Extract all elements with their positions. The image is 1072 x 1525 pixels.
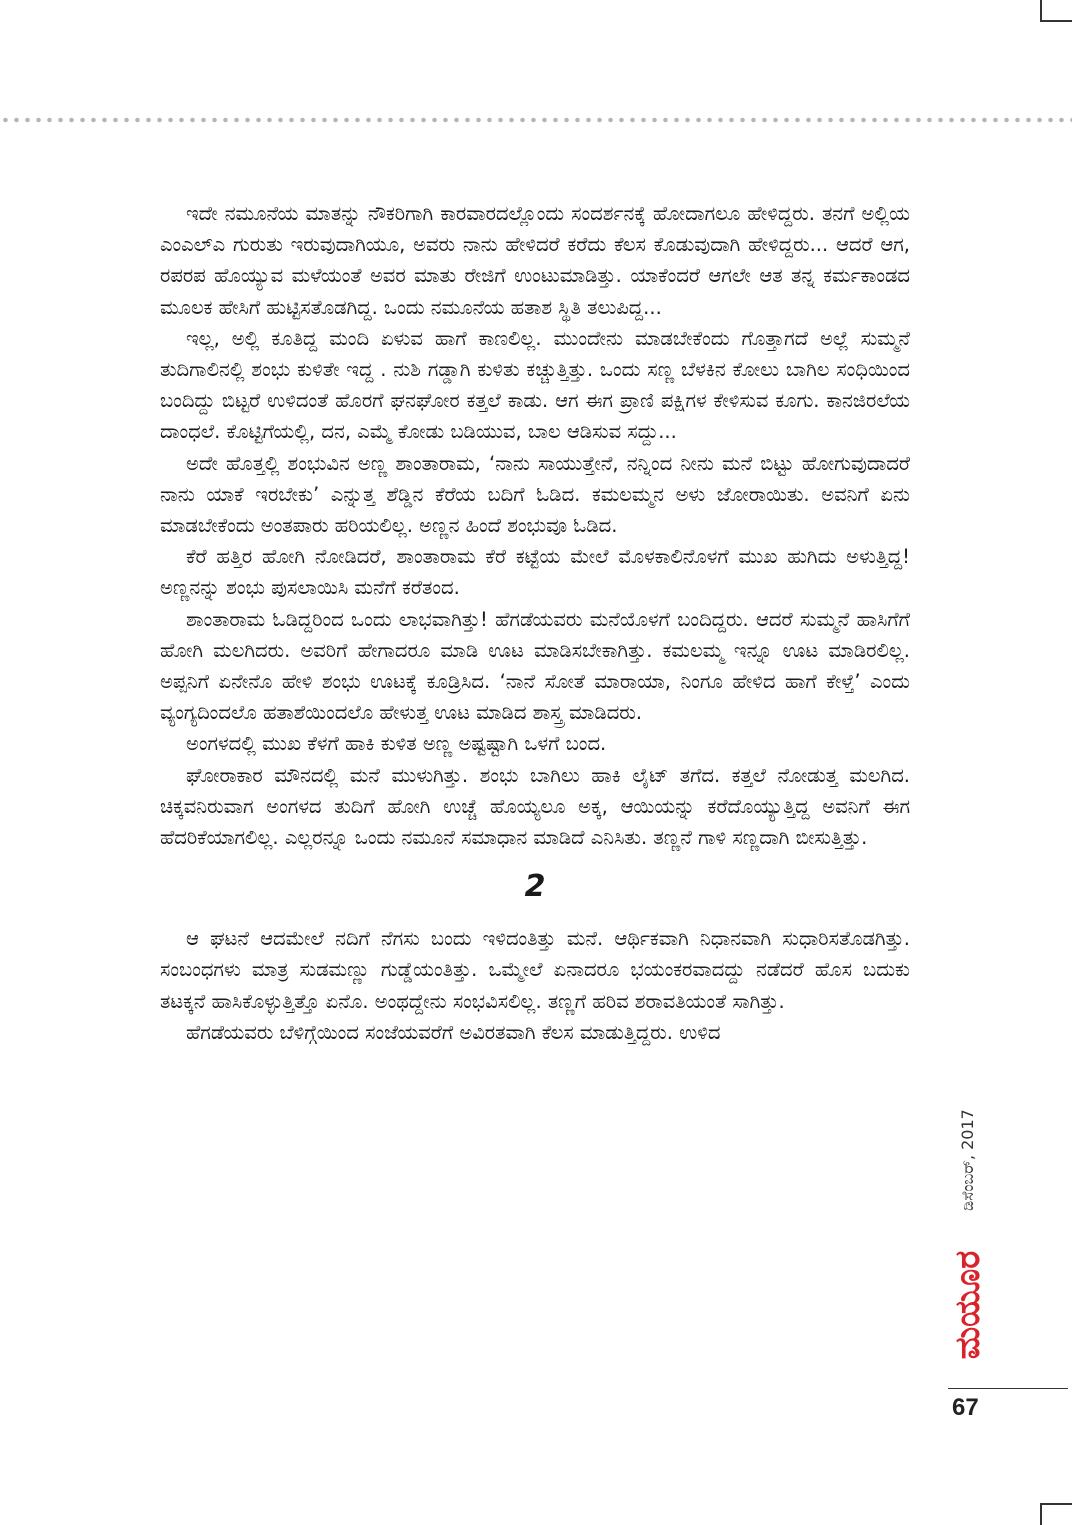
article-body xyxy=(160,198,910,1048)
page-number: 67 xyxy=(952,1394,979,1421)
paragraph: ಕೆರೆ ಹತ್ತಿರ ಹೋಗಿ ನೋಡಿದರೆ, ಶಾಂತಾರಾಮ ಕೆರೆ ಕಟ್ಟೆಯ ಮೇಲೆ ಮೊಳಕಾಲಿನೊಳಗೆ ಮುಖ ಹುಗಿದು ಅಳುತ್ತಿದ್ದ! ಅಣ್ಣನನ್ನು ಶಂಭು ಪುಸಲಾಯಿಸಿ ಮನೆಗೆ ಕರೆತಂದ. xyxy=(160,545,910,600)
crop-mark-bottom xyxy=(1040,1503,1042,1525)
issue-date: ಡಿಸೆಂಬರ್, 2017 xyxy=(958,1109,977,1211)
paragraph: ಆ ಘಟನೆ ಆದಮೇಲೆ ನದಿಗೆ ನೆಗಸು ಬಂದು ಇಳಿದಂತಿತ್ತು ಮನೆ. ಆರ್ಥಿಕವಾಗಿ ನಿಧಾನವಾಗಿ ಸುಧಾರಿಸತೊಡಗಿತ್ತು. ಸಂಬಂಧಗಳು ಮಾತ್ರ ಸುಡಮಣ್ಣು ಗುಡ್ಡೆಯಂತಿತ್ತು. ಒಮ್ಮೇಲೆ ಏನಾದರೂ ಭಯಂಕರವಾದದ್ದು ನಡೆದರೆ ಹೊಸ ಬದುಕು ತಟಕ್ಕನೆ ಹಾಸಿಕೊಳ್ಳುತ್ತಿತ್ತೊ ಏನೊ. ಅಂಥದ್ದೇನು ಸಂಭವಿಸಲಿಲ್ಲ. ತಣ್ಣಗೆ ಹರಿವ ಶರಾವತಿಯಂತೆ ಸಾಗಿತ್ತು. xyxy=(160,927,910,1013)
magazine-logo: ಮಯೂರ xyxy=(948,1250,988,1360)
crop-mark-top xyxy=(1040,0,1042,22)
section-number: 2 xyxy=(524,869,546,905)
paragraph: ಹೆಗಡೆಯವರು ಬೆಳಿಗ್ಗೆಯಿಂದ ಸಂಜೆಯವರೆಗೆ ಅವಿರತವಾಗಿ ಕೆಲಸ ಮಾಡುತ್ತಿದ್ದರು. ಉಳಿದ xyxy=(186,1020,721,1044)
paragraph: ಘೋರಾಕಾರ ಮೌನದಲ್ಲಿ ಮನೆ ಮುಳುಗಿತ್ತು. ಶಂಭು ಬಾಗಿಲು ಹಾಕಿ ಲೈಟ್ ತಗೆದ. ಕತ್ತಲೆ ನೋಡುತ್ತ ಮಲಗಿದ. ಚಿಕ್ಕವನಿರುವಾಗ ಅಂಗಳದ ತುದಿಗೆ ಹೋಗಿ ಉಚ್ಚೆ ಹೊಯ್ಯಲೂ ಅಕ್ಕ, ಆಯಿಯನ್ನು ಕರೆದೊಯ್ಯುತ್ತಿದ್ದ ಅವನಿಗೆ ಈಗ ಹೆದರಿಕೆಯಾಗಲಿಲ್ಲ. ಎಲ್ಲರನ್ನೂ ಒಂದು ನಮೂನೆ ಸಮಾಧಾನ ಮಾಡಿದೆ ಎನಿಸಿತು. ತಣ್ಣನೆ ಗಾಳಿ ಸಣ್ಣದಾಗಿ ಬೀಸುತ್ತಿತ್ತು. xyxy=(160,763,910,850)
dotted-separator xyxy=(0,116,1072,124)
paragraph: ಅದೇ ಹೊತ್ತಲ್ಲಿ ಶಂಭುವಿನ ಅಣ್ಣ ಶಾಂತಾರಾಮ, ‘ನಾನು ಸಾಯುತ್ತೇನೆ, ನನ್ನಿಂದ ನೀನು ಮನೆ ಬಿಟ್ಟು ಹೋಗುವುದಾದರೆ ನಾನು ಯಾಕೆ ಇರಬೇಕು’ ಎನ್ನುತ್ತ ಶೆಡ್ಡಿನ ಕೆರೆಯ ಬದಿಗೆ ಓಡಿದ. ಕಮಲಮ್ಮನ ಅಳು ಜೋರಾಯಿತು. ಅವನಿಗೆ ಏನು ಮಾಡಬೇಕೆಂದು ಅಂತಪಾರು ಹರಿಯಲಿಲ್ಲ. ಅಣ್ಣನ ಹಿಂದೆ ಶಂಭುವೂ ಓಡಿದ. xyxy=(160,451,910,538)
paragraph: ಅಂಗಳದಲ್ಲಿ ಮುಖ ಕೆಳಗೆ ಹಾಕಿ ಕುಳಿತ ಅಣ್ಣ ಅಷ್ಟಷ್ಟಾಗಿ ಒಳಗೆ ಬಂದ. xyxy=(186,732,607,756)
crop-mark-bottom-horizontal xyxy=(1040,1503,1072,1505)
crop-mark-top-horizontal xyxy=(1040,20,1072,22)
paragraph: ಶಾಂತಾರಾಮ ಓಡಿದ್ದರಿಂದ ಒಂದು ಲಾಭವಾಗಿತ್ತು! ಹೆಗಡೆಯವರು ಮನೆಯೊಳಗೆ ಬಂದಿದ್ದರು. ಆದರೆ ಸುಮ್ಮನೆ ಹಾಸಿಗೆಗೆ ಹೋಗಿ ಮಲಗಿದರು. ಅವರಿಗೆ ಹೇಗಾದರೂ ಮಾಡಿ ಊಟ ಮಾಡಿಸಬೇಕಾಗಿತ್ತು. ಕಮಲಮ್ಮ ಇನ್ನೂ ಊಟ ಮಾಡಿರಲಿಲ್ಲ. ಅಪ್ಪನಿಗೆ ಏನೇನೊ ಹೇಳಿ ಶಂಭು ಊಟಕ್ಕೆ ಕೂಡ್ರಿಸಿದ. ‘ನಾನೆ ಸೋತೆ ಮಾರಾಯಾ, ನಿಂಗೂ ಹೇಳಿದ ಹಾಗೆ ಕೇಳ್ತೆ’ ಎಂದು ವ್ಯಂಗ್ಯದಿಂದಲೊ ಹತಾಶೆಯಿಂದಲೊ ಹೇಳುತ್ತ ಊಟ ಮಾಡಿದ ಶಾಸ್ತ್ರ ಮಾಡಿದರು. xyxy=(160,607,910,725)
paragraph: ಇಲ್ಲ, ಅಲ್ಲಿ ಕೂತಿದ್ದ ಮಂದಿ ಏಳುವ ಹಾಗೆ ಕಾಣಲಿಲ್ಲ. ಮುಂದೇನು ಮಾಡಬೇಕೆಂದು ಗೊತ್ತಾಗದೆ ಅಲ್ಲೆ ಸುಮ್ಮನೆ ತುದಿಗಾಲಿನಲ್ಲಿ ಶಂಭು ಕುಳಿತೇ ಇದ್ದ . ನುಶಿ ಗಡ್ಡಾಗಿ ಕುಳಿತು ಕಚ್ಚುತ್ತಿತ್ತು. ಒಂದು ಸಣ್ಣ ಬೆಳಕಿನ ಕೋಲು ಬಾಗಿಲ ಸಂಧಿಯಿಂದ ಬಂದಿದ್ದು ಬಿಟ್ಟರೆ ಉಳಿದಂತೆ ಹೊರಗೆ ಘನಘೋರ ಕತ್ತಲೆ ಕಾಡು. ಆಗ ಈಗ ಪ್ರಾಣಿ ಪಕ್ಷಿಗಳ ಕೇಳಿಸುವ ಕೂಗು. ಕಾನಜಿರಲೆಯ ದಾಂಧಲೆ. ಕೊಟ್ಟಿಗೆಯಲ್ಲಿ, ದನ, ಎಮ್ಮೆ ಕೋಡು ಬಡಿಯುವ, ಬಾಲ ಆಡಿಸುವ ಸದ್ದು... xyxy=(160,326,910,444)
page-number-rule xyxy=(948,1388,1068,1389)
paragraph: ಇದೇ ನಮೂನೆಯ ಮಾತನ್ನು ನೌಕರಿಗಾಗಿ ಕಾರವಾರದಲ್ಲೊಂದು ಸಂದರ್ಶನಕ್ಕೆ ಹೋದಾಗಲೂ ಹೇಳಿದ್ದರು. ತನಗೆ ಅಲ್ಲಿಯ ಎಂಎಲ್ಎ ಗುರುತು ಇರುವುದಾಗಿಯೂ, ಅವರು ನಾನು ಹೇಳಿದರೆ ಕರೆದು ಕೆಲಸ ಕೊಡುವುದಾಗಿ ಹೇಳಿದ್ದರು... ಆದರೆ ಆಗ, ರಪರಪ ಹೊಯ್ಯುವ ಮಳೆಯಂತೆ ಅವರ ಮಾತು ರೇಜಿಗೆ ಉಂಟುಮಾಡಿತ್ತು. ಯಾಕೆಂದರೆ ಆಗಲೇ ಆತ ತನ್ನ ಕರ್ಮಕಾಂಡದ ಮೂಲಕ ಹೇಸಿಗೆ ಹುಟ್ಟಿಸತೊಡಗಿದ್ದ. ಒಂದು ನಮೂನೆಯ ಹತಾಶ ಸ್ಥಿತಿ ತಲುಪಿದ್ದ... xyxy=(160,202,910,319)
